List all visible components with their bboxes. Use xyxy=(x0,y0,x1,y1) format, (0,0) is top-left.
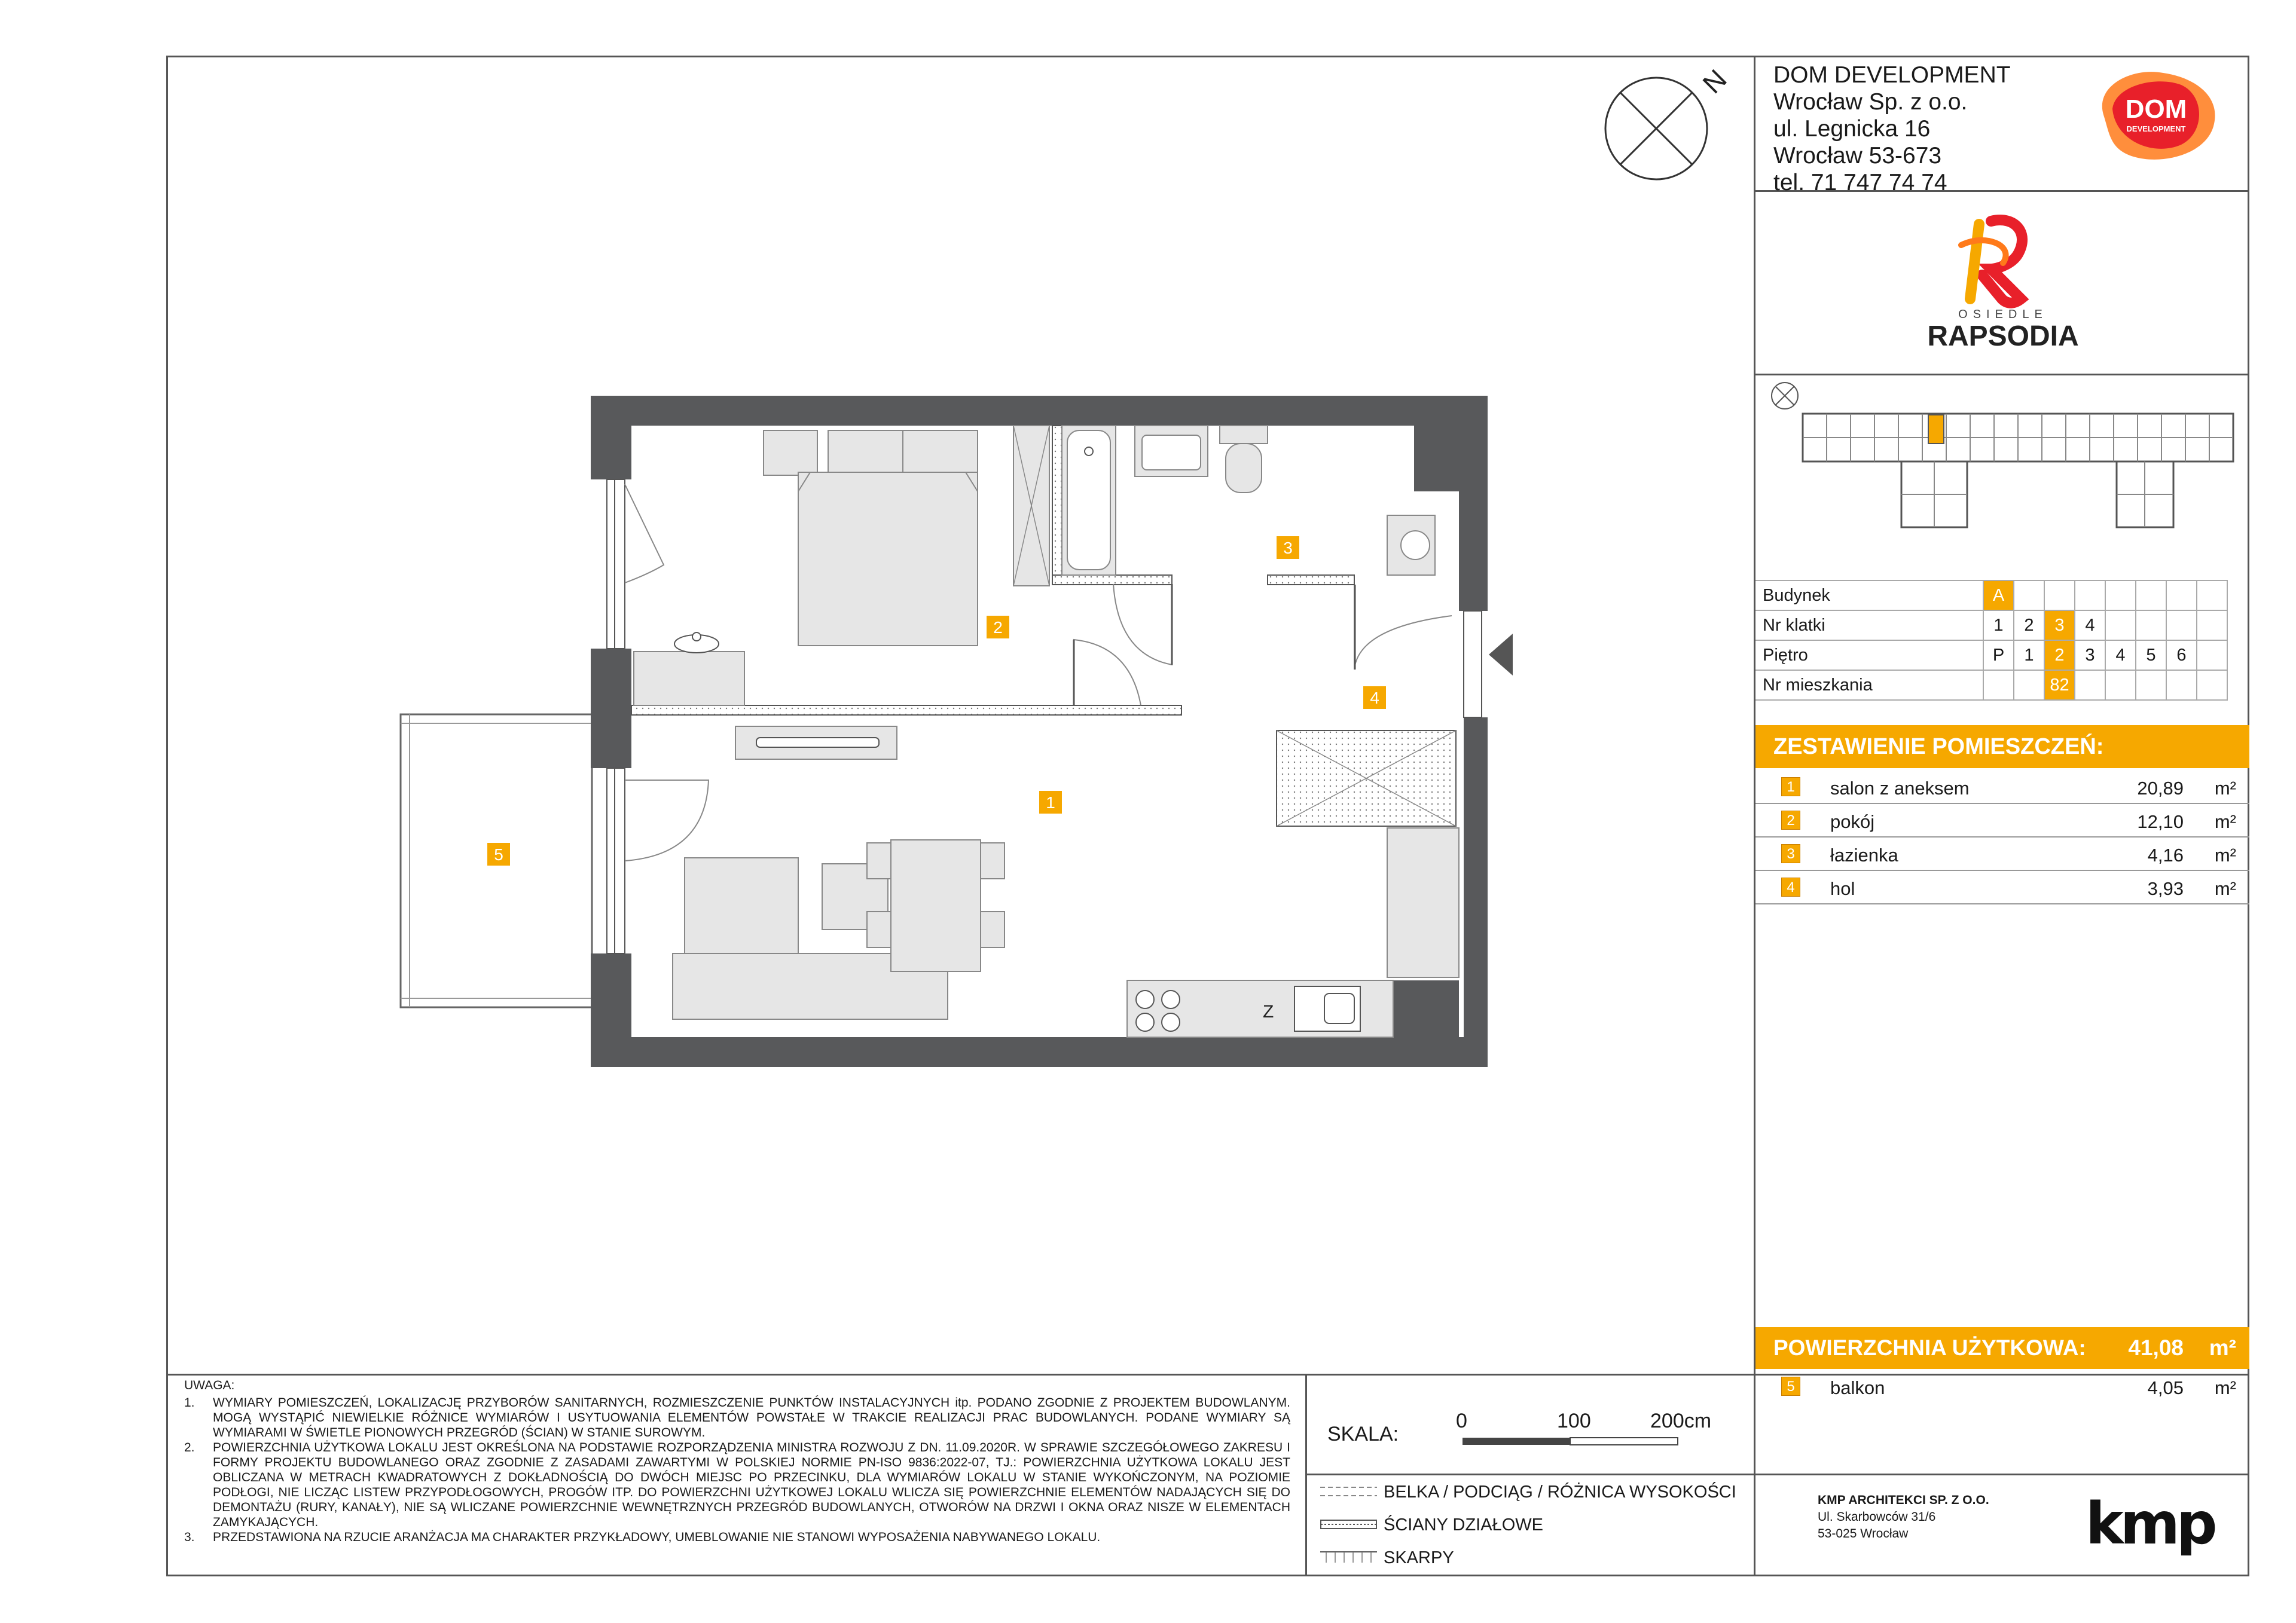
mieszkanie-value: 82 xyxy=(2044,670,2075,700)
rapsodia-logo xyxy=(1901,209,2105,353)
room-name: pokój xyxy=(1830,811,1875,832)
pietro-option: 3 xyxy=(2075,640,2105,670)
note-text: PRZEDSTAWIONA NA RZUCIE ARANŻACJA MA CHARAKTER PRZYKŁADOWY, UMEBLOWANIE NIE STANOWI WYPOSAŻENIA NABYWANEGO LOKALU. xyxy=(213,1530,1101,1544)
toilet xyxy=(1220,426,1268,493)
logo-divider xyxy=(1754,374,2249,375)
scale-tick: 0 xyxy=(1456,1410,1467,1432)
scale-tick: 100 xyxy=(1557,1410,1591,1432)
usable-area-value: 41,08 xyxy=(2128,1335,2184,1360)
legend-label: ŚCIANY DZIAŁOWE xyxy=(1384,1515,1543,1535)
room-marker-3 xyxy=(1277,536,1299,559)
room-row xyxy=(1755,838,2249,871)
building-key-plan xyxy=(1761,378,2246,575)
logo-subtitle: OSIEDLE xyxy=(1958,308,2048,321)
legend-label: BELKA / PODCIĄG / RÓŻNICA WYSOKOŚCI xyxy=(1384,1483,1736,1502)
balcony-number: 5 xyxy=(1781,1377,1800,1396)
room-name: salon z aneksem xyxy=(1830,778,1970,799)
usable-area-unit: m² xyxy=(2209,1335,2236,1360)
budynek-value: A xyxy=(1983,580,2014,610)
room-area: 12,10 xyxy=(2137,811,2184,832)
note-number: 3. xyxy=(184,1530,195,1544)
balcony-unit: m² xyxy=(2214,1377,2236,1398)
note-item xyxy=(184,1530,1290,1545)
company-line: Wrocław Sp. z o.o. xyxy=(1773,89,1968,115)
legend-label: SKARPY xyxy=(1384,1548,1454,1567)
tv-icon xyxy=(756,738,879,747)
room-area: 20,89 xyxy=(2137,778,2184,799)
north-arrow-icon xyxy=(1596,60,1734,197)
usable-area-label: POWIERZCHNIA UŻYTKOWA: xyxy=(1773,1335,2086,1360)
scale-bar xyxy=(1463,1436,1684,1448)
room-area: 4,16 xyxy=(2147,845,2184,866)
klatka-option: 1 xyxy=(1983,610,2014,640)
room-number: 1 xyxy=(1781,777,1800,796)
architect-city: 53-025 Wrocław xyxy=(1818,1527,1909,1541)
bathtub xyxy=(1062,426,1116,575)
company-line: Wrocław 53-673 xyxy=(1773,143,1942,169)
room-marker-4 xyxy=(1363,686,1386,709)
room-unit: m² xyxy=(2214,845,2236,866)
row-budynek xyxy=(1755,580,2227,610)
pietro-option: 6 xyxy=(2166,640,2197,670)
room-row xyxy=(1755,771,2249,804)
room-row xyxy=(1755,871,2249,904)
room-number: 2 xyxy=(1781,811,1800,830)
row-pietro xyxy=(1755,640,2227,670)
svg-text:3: 3 xyxy=(1283,539,1293,557)
fridge-label: Z xyxy=(1263,1002,1274,1022)
svg-text:5: 5 xyxy=(494,845,503,864)
klatka-option: 4 xyxy=(2075,610,2105,640)
legend-item xyxy=(1320,1548,1454,1571)
room-marker-2 xyxy=(987,616,1009,638)
bedroom-furniture xyxy=(634,426,1049,705)
svg-text:4: 4 xyxy=(1370,689,1379,707)
note-number: 1. xyxy=(184,1396,195,1410)
notes-title: UWAGA: xyxy=(184,1379,235,1392)
architect-street: Ul. Skarbowców 31/6 xyxy=(1818,1510,1936,1524)
balcony-area: 4,05 xyxy=(2147,1377,2184,1398)
partition-wall-icon xyxy=(1320,1515,1377,1533)
company-info xyxy=(1773,62,2011,196)
note-text: POWIERZCHNIA UŻYTKOWA LOKALU JEST OKREŚLONA NA PODSTAWIE ROZPORZĄDZENIA MINISTRA ROZWOJU Z DN. 11.09.2020R. W SPRAWIE SZCZEGÓŁOWEGO ZAKRESU I FORMY PROJEKTU BUDOWLANEGO ORAZ ZGODNIE Z ZASADAMI ZAWARTYMI W POLSKIEJ NORMIE PN-ISO 9836:2022-07, TJ.: POWIERZCHNIA UŻYTKOWA LOKALU JEST OBLICZANA W METRACH KWADRATOWYCH Z DOKŁADNOŚCIĄ DO DWÓCH MIEJSC PO PRZECINKU, DLA WYMIARÓW LOKALU W STANIE WYKOŃCZONYM, NA POZIOMIE PODŁOGI, NIE LICZĄC LISTEW PRZYPODŁOGOWYCH, PROGÓW ITP. DO POWIERZCHNI UŻYTKOWEJ LOKALU WLICZA SIĘ POWIERZCHNIE ELEMENTÓW NADAJĄCYCH SIĘ DO DEMONTAŻU (RURY, KANAŁY), NIE SĄ WLICZANE POWIERZCHNIE WEWNĘTRZNYCH PRZEGRÓD BUDOWLANYCH, OTWORÓW NA DRZWI I OKNA ORAZ NISZE W ELEMENTACH ZAMYKAJĄCYCH. xyxy=(213,1441,1290,1529)
company-line: tel. 71 747 74 74 xyxy=(1773,170,1947,195)
klatka-option: 2 xyxy=(2014,610,2044,640)
dom-development-logo xyxy=(2092,67,2220,163)
room-marker-5 xyxy=(487,843,510,866)
logo-subtext: DEVELOPMENT xyxy=(2126,124,2186,133)
room-area: 3,93 xyxy=(2147,878,2184,899)
row-mieszkanie xyxy=(1755,670,2227,700)
klatka-label: Nr klatki xyxy=(1755,610,1983,640)
room-unit: m² xyxy=(2214,878,2236,899)
kmp-logo xyxy=(2086,1490,2214,1561)
kmp-logo-text: kmp xyxy=(2086,1490,2214,1557)
hall-door xyxy=(1354,585,1452,670)
bathroom-door xyxy=(1113,584,1172,665)
room-row xyxy=(1755,804,2249,838)
floor-plan xyxy=(383,383,1519,1106)
mieszkanie-label: Nr mieszkania xyxy=(1755,670,1983,700)
note-item xyxy=(184,1440,1290,1530)
sink-icon xyxy=(1294,986,1360,1031)
architect-info xyxy=(1818,1492,1989,1542)
row-klatka xyxy=(1755,610,2227,640)
scale-label: SKALA: xyxy=(1327,1423,1399,1445)
kettle-icon xyxy=(674,632,719,653)
unit-info-table xyxy=(1755,580,2228,701)
beam-line-icon xyxy=(1320,1483,1377,1500)
pietro-option-selected: 2 xyxy=(2044,640,2075,670)
pietro-option: P xyxy=(1983,640,2014,670)
room-number: 4 xyxy=(1781,878,1800,897)
keyplan-unit-highlight xyxy=(1928,415,1944,444)
company-line: ul. Legnicka 16 xyxy=(1773,116,1931,142)
note-number: 2. xyxy=(184,1441,195,1454)
room-unit: m² xyxy=(2214,778,2236,799)
room-unit: m² xyxy=(2214,811,2236,832)
legend-item xyxy=(1320,1515,1543,1538)
legend-item xyxy=(1320,1483,1736,1505)
room-marker-1 xyxy=(1039,791,1062,814)
entrance-arrow-icon xyxy=(1489,634,1513,676)
logo-name: RAPSODIA xyxy=(1927,320,2079,352)
architect-name: KMP ARCHITEKCI SP. Z O.O. xyxy=(1818,1493,1989,1507)
note-text: WYMIARY POMIESZCZEŃ, LOKALIZACJĘ PRZYBORÓW SANITARNYCH, ROZMIESZCZENIE PUNKTÓW INSTALACYJNYCH itp. PODANO ZGODNIE Z PROJEKTEM BUDOWLANYM. MOGĄ WYSTĄPIĆ NIEWIELKIE RÓŻNICE WYMIARÓW I USYTUOWANIA ELEMENTÓW POWSTAŁE W TRAKCIE REALIZACJI PRAC BUDOWLANYCH. PODANE WYMIARY SĄ WYMIARAMI W ŚWIETLE PIONOWYCH PRZEGRÓD (ŚCIAN) W STANIE SUROWYM. xyxy=(213,1396,1290,1439)
north-label: N xyxy=(1696,63,1733,100)
balcony-door-swing xyxy=(625,780,709,861)
company-line: DOM DEVELOPMENT xyxy=(1773,62,2011,88)
scale-divider xyxy=(1305,1474,2249,1475)
rooms-header: ZESTAWIENIE POMIESZCZEŃ: xyxy=(1755,725,2249,768)
svg-text:1: 1 xyxy=(1046,793,1055,812)
pietro-option: 5 xyxy=(2136,640,2166,670)
washbasin xyxy=(1135,426,1208,476)
balcony-name: balkon xyxy=(1830,1377,1885,1398)
pietro-option: 4 xyxy=(2105,640,2136,670)
logo-text: DOM xyxy=(2125,94,2187,124)
pietro-option: 1 xyxy=(2014,640,2044,670)
note-item xyxy=(184,1395,1290,1440)
klatka-option-selected: 3 xyxy=(2044,610,2075,640)
pietro-label: Piętro xyxy=(1755,640,1983,670)
room-name: hol xyxy=(1830,878,1855,899)
usable-area-bar xyxy=(1755,1327,2249,1369)
room-name: łazienka xyxy=(1830,845,1898,866)
notes xyxy=(184,1378,1290,1545)
washing-machine xyxy=(1387,515,1435,575)
window-reveal-icon xyxy=(1320,1548,1377,1566)
budynek-label: Budynek xyxy=(1755,580,1983,610)
svg-text:2: 2 xyxy=(993,618,1003,637)
keyplan-compass-icon xyxy=(1772,383,1798,409)
scale-tick: 200cm xyxy=(1650,1410,1712,1432)
balcony-row xyxy=(1755,1370,2249,1404)
room-number: 3 xyxy=(1781,844,1800,863)
bedroom-door xyxy=(1074,640,1141,705)
window-swing xyxy=(625,484,664,583)
